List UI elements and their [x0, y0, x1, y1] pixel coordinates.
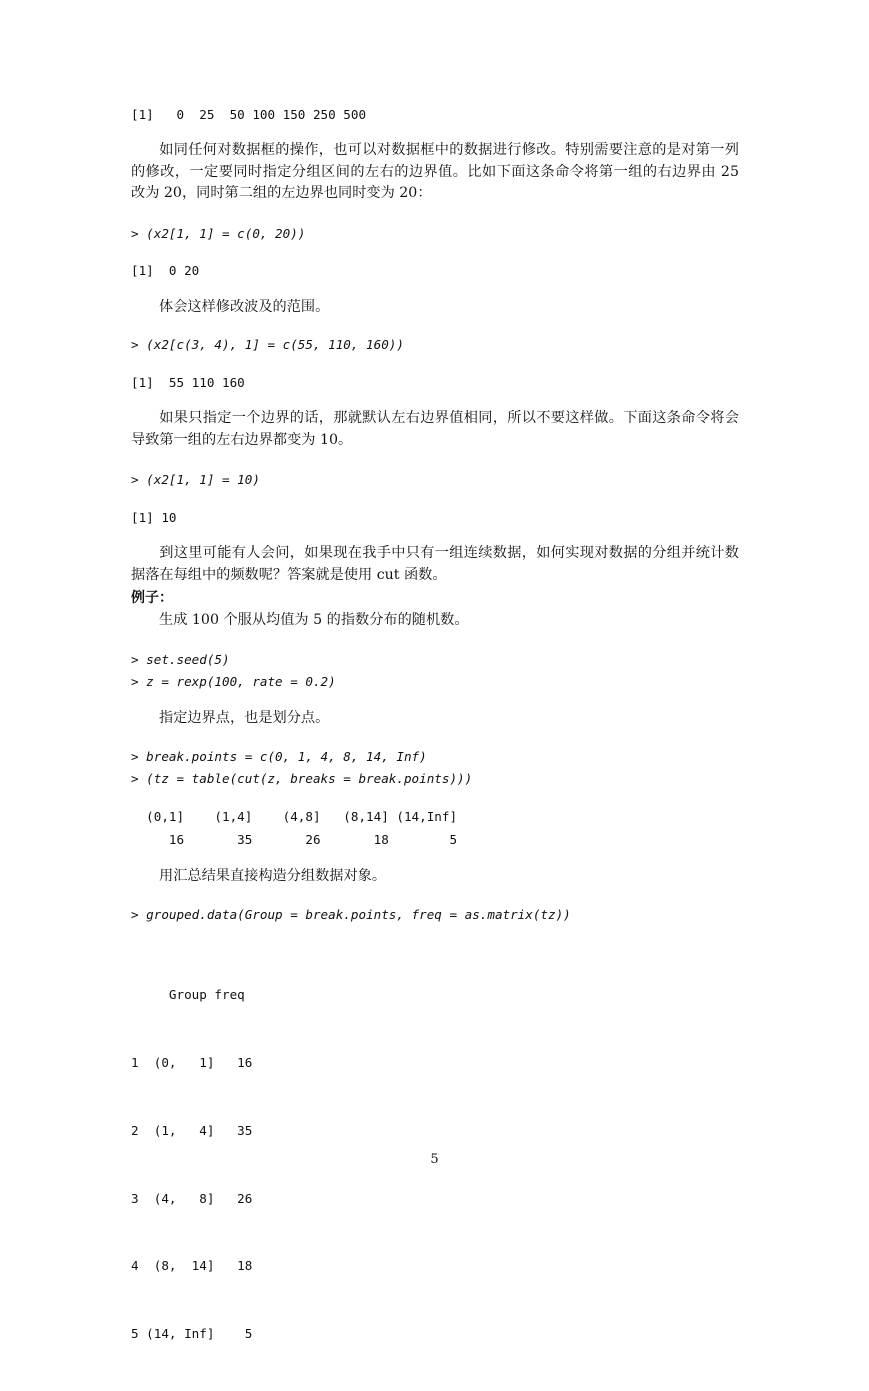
grouped-data-header: Group freq — [131, 987, 245, 1003]
grouped-data-row: 1 (0, 1] 16 — [131, 1054, 253, 1070]
r-input-rexp: > z = rexp(100, rate = 0.2) — [131, 674, 336, 689]
paragraph-text: 如同任何对数据框的操作，也可以对数据框中的数据进行修改。特别需要注意的是对第一列的修改，一定要同时指定分组区间的左右的边界值。比如下面这条命令将第一组的右边界由 25 改为 20，同时第二组的左边界也同时变为 20： — [131, 142, 739, 201]
grouped-data-row: 5 (14, Inf] 5 — [131, 1326, 253, 1342]
table-values-counts: 16 35 26 18 5 — [131, 832, 458, 847]
paragraph-text: 生成 100 个服从均值为 5 的指数分布的随机数。 — [159, 612, 469, 628]
grouped-data-row: 2 (1, 4] 35 — [131, 1122, 253, 1138]
r-output-single-boundary: [1] 10 — [131, 510, 177, 525]
grouped-data-row: 4 (8, 14] 18 — [131, 1258, 253, 1274]
paragraph-observe-scope — [131, 297, 739, 319]
paragraph-text: 用汇总结果直接构造分组数据对象。 — [159, 868, 387, 884]
paragraph-text: 到这里可能有人会问，如果现在我手中只有一组连续数据，如何实现对数据的分组并统计数据落在每组中的频数呢？答案就是使用 cut 函数。 — [131, 545, 739, 583]
paragraph-construct-grouped — [131, 866, 739, 888]
r-input-modify-row1: > (x2[1, 1] = c(0, 20)) — [131, 226, 306, 241]
paragraph-break-points — [131, 708, 739, 730]
paragraph-text: 如果只指定一个边界的话，那就默认左右边界值相同，所以不要这样做。下面这条命令将会导致第一组的左右边界都变为 10。 — [131, 410, 739, 448]
paragraph-single-boundary — [131, 408, 739, 451]
table-header-intervals: (0,1] (1,4] (4,8] (8,14] (14,Inf] — [131, 809, 458, 824]
r-input-set-seed: > set.seed(5) — [131, 652, 230, 667]
r-output-breaks: [1] 0 25 50 100 150 250 500 — [131, 107, 367, 122]
example-label: 例子： — [131, 590, 173, 606]
grouped-data-row: 3 (4, 8] 26 — [131, 1190, 253, 1206]
r-input-grouped-data: > grouped.data(Group = break.points, freq = as.matrix(tz)) — [131, 907, 571, 922]
r-output-rows34: [1] 55 110 160 — [131, 375, 245, 390]
r-input-single-boundary: > (x2[1, 1] = 10) — [131, 472, 260, 487]
paragraph-cut-function — [131, 543, 739, 586]
page-number: 5 — [430, 1152, 439, 1167]
paragraph-text: 体会这样修改波及的范围。 — [159, 299, 330, 315]
r-input-break-points: > break.points = c(0, 1, 4, 8, 14, Inf) — [131, 749, 427, 764]
r-output-row1: [1] 0 20 — [131, 263, 200, 278]
paragraph-text: 指定边界点，也是划分点。 — [159, 710, 330, 726]
r-input-modify-rows34: > (x2[c(3, 4), 1] = c(55, 110, 160)) — [131, 337, 404, 352]
paragraph-generate-random — [131, 610, 739, 632]
paragraph-modify-first-column — [131, 140, 739, 205]
r-input-table-cut: > (tz = table(cut(z, breaks = break.points))) — [131, 771, 473, 786]
